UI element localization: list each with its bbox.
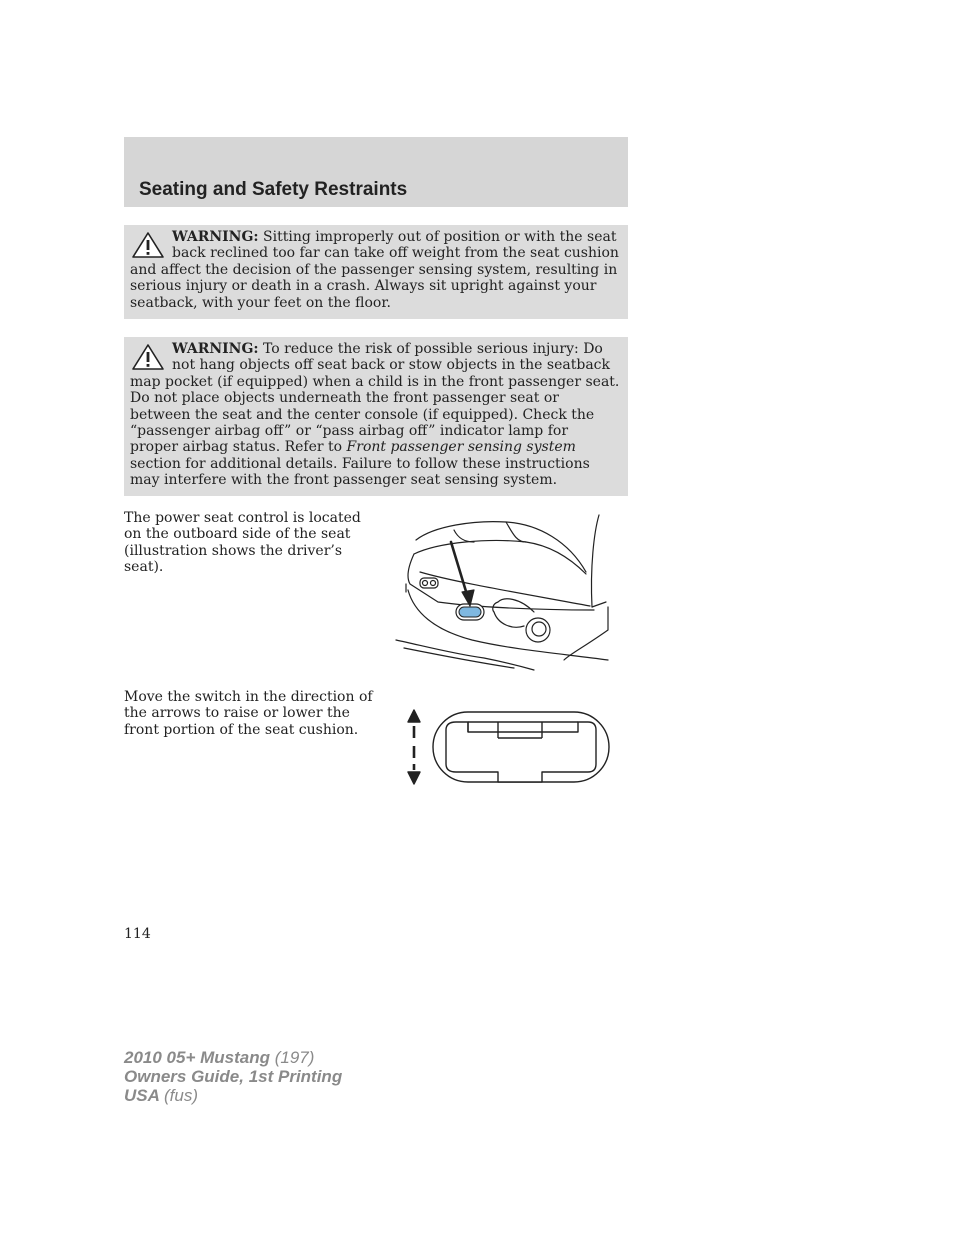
section-header bbox=[124, 137, 628, 207]
page-number: 114 bbox=[124, 926, 151, 942]
warning-box-seat-position bbox=[124, 225, 628, 319]
seat-switch-diagram bbox=[402, 708, 614, 786]
footer-market-code: (fus) bbox=[164, 1086, 198, 1105]
footer-guide: Owners Guide, 1st Printing bbox=[124, 1067, 343, 1086]
up-down-arrow-icon bbox=[408, 710, 420, 784]
warning-triangle-icon bbox=[130, 231, 166, 259]
warning-label: WARNING: bbox=[172, 229, 259, 245]
power-seat-location-text: The power seat control is located on the outboard side of the seat (illustration shows the driver’s seat). bbox=[124, 510, 361, 576]
warning-text: Sitting improperly out of position or with the seat back reclined too far can take off weight from the seat cushion and affect the decision of the passenger sensing system, resulting in serious injury or death in a crash. Always sit upright against your seatback, with your feet on the floor. bbox=[130, 229, 619, 311]
warning-box-seatback-objects bbox=[124, 337, 628, 496]
power-seat-illustration bbox=[394, 512, 616, 674]
footer-market: USA bbox=[124, 1086, 160, 1105]
footer-model: 2010 05+ Mustang bbox=[124, 1048, 270, 1067]
warning-text-start: To reduce the risk of possible serious injury: Do not hang objects off seat back or stow objects in the seatback map pocket (if equipped) when a child is in the front passenger seat. Do not place objects underneath the front passenger seat or between the seat and the center console (if equipped). Check the “passenger airbag off” or “pass airbag off” indicator lamp for proper airbag status. Refer to bbox=[130, 341, 620, 456]
warning-triangle-icon bbox=[130, 343, 166, 371]
warning-text-end: section for additional details. Failure to follow these instructions may interfere with the front passenger seat sensing system. bbox=[130, 455, 590, 489]
switch-instruction-text: Move the switch in the direction of the arrows to raise or lower the front portion of the seat cushion. bbox=[124, 689, 373, 738]
warning-label: WARNING: bbox=[172, 341, 259, 357]
section-title: Seating and Safety Restraints bbox=[139, 179, 408, 200]
section-reference: Front passenger sensing system bbox=[346, 439, 576, 456]
footer-model-code: (197) bbox=[274, 1048, 315, 1067]
document-footer bbox=[124, 1048, 342, 1105]
